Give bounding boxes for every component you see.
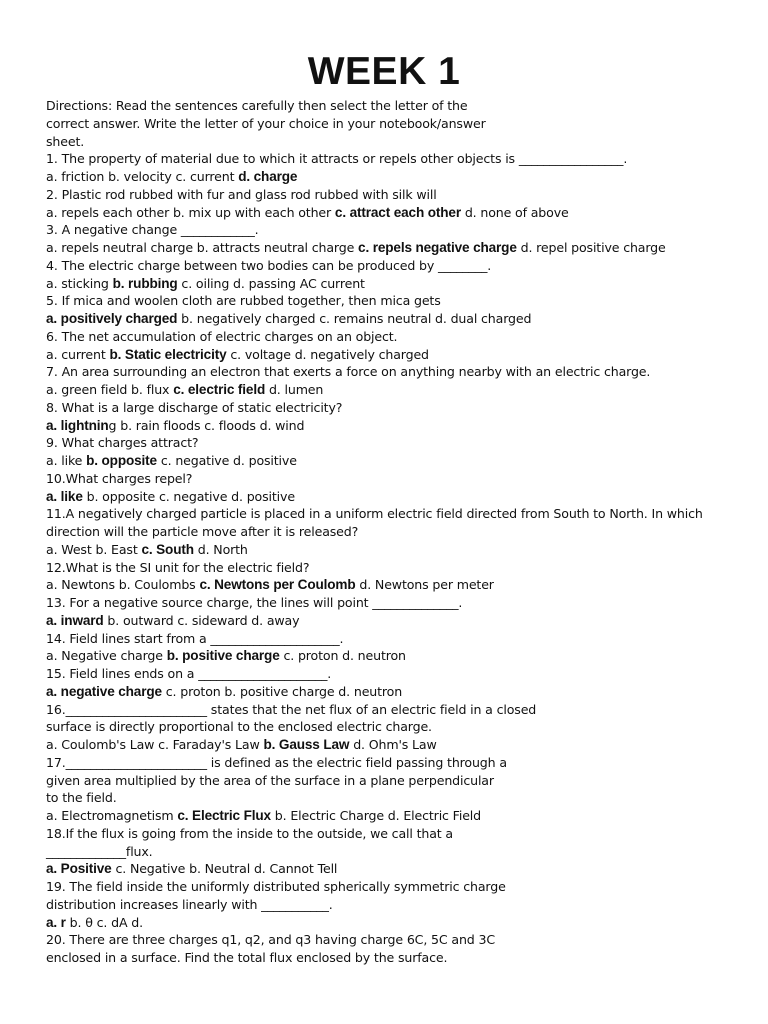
line-text: a. repels each other b. mix up with each other bbox=[46, 204, 335, 220]
text-line bbox=[46, 186, 746, 204]
answer-text: a. Positive bbox=[46, 861, 112, 877]
answer-text: c. Electric Flux bbox=[177, 808, 271, 823]
text-line bbox=[46, 470, 746, 488]
answer-text: a. like bbox=[46, 488, 83, 504]
line-text: enclosed in a surface. Find the total flux enclosed by the surface. bbox=[46, 950, 448, 965]
text-line bbox=[46, 789, 746, 807]
line-text: 20. There are three charges q1, q2, and q3 having charge 6C, 5C and 3C bbox=[46, 932, 495, 948]
line-text: b. outward c. sideward d. away bbox=[103, 612, 300, 628]
line-text: surface is directly proportional to the enclosed electric charge. bbox=[46, 719, 432, 735]
line-text: d. none of above bbox=[460, 204, 569, 220]
text-line bbox=[46, 896, 746, 914]
answer-text: d. charge bbox=[238, 169, 298, 184]
text-line bbox=[46, 505, 746, 523]
answer-text: a. inward bbox=[46, 612, 104, 628]
line-text: 15. Field lines ends on a _____________________. bbox=[46, 666, 332, 681]
line-text: 3. A negative change ____________. bbox=[46, 222, 259, 238]
text-line bbox=[46, 133, 746, 151]
answer-text: c. repels negative charge bbox=[358, 240, 517, 255]
text-line bbox=[46, 488, 746, 506]
line-text: c. oiling d. passing AC current bbox=[177, 275, 365, 291]
text-line bbox=[46, 665, 746, 683]
line-text: d. lumen bbox=[265, 382, 324, 397]
text-line bbox=[46, 718, 746, 736]
page-title: WEEK 1 bbox=[307, 50, 461, 93]
text-line bbox=[46, 807, 746, 825]
line-text: distribution increases linearly with ___________. bbox=[46, 896, 333, 912]
text-line bbox=[46, 239, 746, 257]
answer-text: b. opposite bbox=[86, 453, 157, 468]
line-text: a. repels neutral charge b. attracts neutral charge bbox=[46, 240, 359, 255]
line-text: 6. The net accumulation of electric charges on an object. bbox=[46, 328, 398, 344]
line-text: g b. rain floods c. floods d. wind bbox=[108, 417, 305, 433]
answer-text: c. South bbox=[141, 541, 194, 557]
line-text: 14. Field lines start from a _____________________. bbox=[46, 630, 344, 646]
text-line bbox=[46, 204, 746, 222]
line-text: 16._______________________ states that the net flux of an electric field in a closed bbox=[46, 701, 537, 717]
line-text: 2. Plastic rod rubbed with fur and glass rod rubbed with silk will bbox=[46, 186, 437, 202]
text-line bbox=[46, 594, 746, 612]
line-text: d. repel positive charge bbox=[516, 240, 666, 255]
answer-text: b. positive charge bbox=[166, 648, 280, 664]
text-line bbox=[46, 168, 746, 186]
line-text: a. like bbox=[46, 453, 87, 468]
line-text: a. current bbox=[46, 346, 110, 362]
text-line bbox=[46, 843, 746, 861]
answer-text: c. Newtons per Coulomb bbox=[199, 577, 356, 593]
answer-text: b. Gauss Law bbox=[263, 737, 350, 752]
text-line bbox=[46, 97, 746, 115]
text-line bbox=[46, 275, 746, 293]
text-line bbox=[46, 878, 746, 896]
text-line bbox=[46, 683, 746, 701]
line-text: _____________flux. bbox=[46, 843, 153, 859]
text-line bbox=[46, 399, 746, 417]
text-line bbox=[46, 931, 746, 949]
line-text: 17._______________________ is defined as the electric field passing through a bbox=[46, 754, 507, 770]
text-line bbox=[46, 328, 746, 346]
text-line bbox=[46, 772, 746, 790]
text-line bbox=[46, 612, 746, 630]
text-line bbox=[46, 150, 746, 168]
line-text: 11.A negatively charged particle is placed in a uniform electric field directed from South to North. In which bbox=[46, 506, 703, 522]
line-text: b. opposite c. negative d. positive bbox=[82, 488, 295, 504]
text-line bbox=[46, 452, 746, 470]
line-text: c. proton b. positive charge d. neutron bbox=[161, 683, 403, 699]
line-text: a. Negative charge bbox=[46, 648, 167, 664]
line-text: a. green field b. flux bbox=[46, 382, 174, 397]
line-text: b. Electric Charge d. Electric Field bbox=[270, 808, 481, 823]
text-line bbox=[46, 310, 746, 328]
answer-text: a. negative charge bbox=[46, 683, 162, 699]
line-text: direction will the particle move after it is released? bbox=[46, 524, 359, 539]
answer-text: c. electric field bbox=[173, 382, 266, 397]
line-text: 10.What charges repel? bbox=[46, 470, 193, 486]
text-line bbox=[46, 559, 746, 577]
text-line bbox=[46, 949, 746, 967]
text-line bbox=[46, 381, 746, 399]
text-line bbox=[46, 221, 746, 239]
text-line bbox=[46, 701, 746, 719]
text-line bbox=[46, 647, 746, 665]
text-line bbox=[46, 860, 746, 878]
answer-text: a. positively charged bbox=[46, 311, 178, 326]
text-line bbox=[46, 914, 746, 932]
quiz-body bbox=[46, 97, 746, 967]
text-line bbox=[46, 523, 746, 541]
line-text: a. Electromagnetism bbox=[46, 808, 178, 823]
line-text: 12.What is the SI unit for the electric field? bbox=[46, 559, 310, 575]
text-line bbox=[46, 417, 746, 435]
text-line bbox=[46, 115, 746, 133]
text-line bbox=[46, 736, 746, 754]
text-line bbox=[46, 363, 746, 381]
line-text: to the field. bbox=[46, 790, 117, 806]
line-text: Directions: Read the sentences carefully then select the letter of the bbox=[46, 98, 468, 113]
line-text: 4. The electric charge between two bodies can be produced by ________. bbox=[46, 257, 492, 273]
text-line bbox=[46, 292, 746, 310]
line-text: d. Newtons per meter bbox=[355, 577, 494, 593]
text-line bbox=[46, 434, 746, 452]
answer-text: c. attract each other bbox=[334, 204, 461, 220]
line-text: 13. For a negative source charge, the lines will point ______________. bbox=[46, 595, 463, 610]
line-text: c. voltage d. negatively charged bbox=[226, 346, 429, 362]
answer-text: a. r bbox=[46, 914, 66, 930]
line-text: b. θ c. dA d. bbox=[65, 914, 143, 930]
line-text: c. Negative b. Neutral d. Cannot Tell bbox=[111, 861, 338, 877]
line-text: 5. If mica and woolen cloth are rubbed together, then mica gets bbox=[46, 293, 441, 309]
line-text: a. friction b. velocity c. current bbox=[46, 169, 239, 184]
line-text: 8. What is a large discharge of static electricity? bbox=[46, 399, 343, 415]
text-line bbox=[46, 576, 746, 594]
line-text: sheet. bbox=[46, 133, 85, 149]
line-text: 19. The field inside the uniformly distributed spherically symmetric charge bbox=[46, 879, 506, 894]
text-line bbox=[46, 630, 746, 648]
text-line bbox=[46, 257, 746, 275]
line-text: a. Coulomb's Law c. Faraday's Law bbox=[46, 737, 264, 752]
text-line bbox=[46, 541, 746, 559]
line-text: 9. What charges attract? bbox=[46, 435, 199, 451]
text-line bbox=[46, 825, 746, 843]
line-text: a. sticking bbox=[46, 275, 113, 291]
text-line bbox=[46, 346, 746, 364]
answer-text: b. Static electricity bbox=[109, 346, 227, 362]
line-text: 7. An area surrounding an electron that exerts a force on anything nearby with an electric charge. bbox=[46, 364, 651, 380]
answer-text: b. rubbing bbox=[112, 275, 178, 291]
line-text: b. negatively charged c. remains neutral d. dual charged bbox=[177, 311, 532, 326]
line-text: a. Newtons b. Coulombs bbox=[46, 577, 200, 593]
line-text: c. proton d. neutron bbox=[279, 648, 406, 664]
text-line bbox=[46, 754, 746, 772]
line-text: 18.If the flux is going from the inside to the outside, we call that a bbox=[46, 825, 453, 841]
line-text: given area multiplied by the area of the surface in a plane perpendicular bbox=[46, 772, 494, 788]
line-text: a. West b. East bbox=[46, 541, 142, 557]
line-text: c. negative d. positive bbox=[156, 453, 297, 468]
line-text: d. Ohm's Law bbox=[349, 737, 437, 752]
line-text: 1. The property of material due to which it attracts or repels other objects is _________________. bbox=[46, 151, 628, 167]
line-text: correct answer. Write the letter of your choice in your notebook/answer bbox=[46, 115, 486, 131]
line-text: d. North bbox=[193, 541, 248, 557]
answer-text: a. lightnin bbox=[46, 417, 109, 433]
